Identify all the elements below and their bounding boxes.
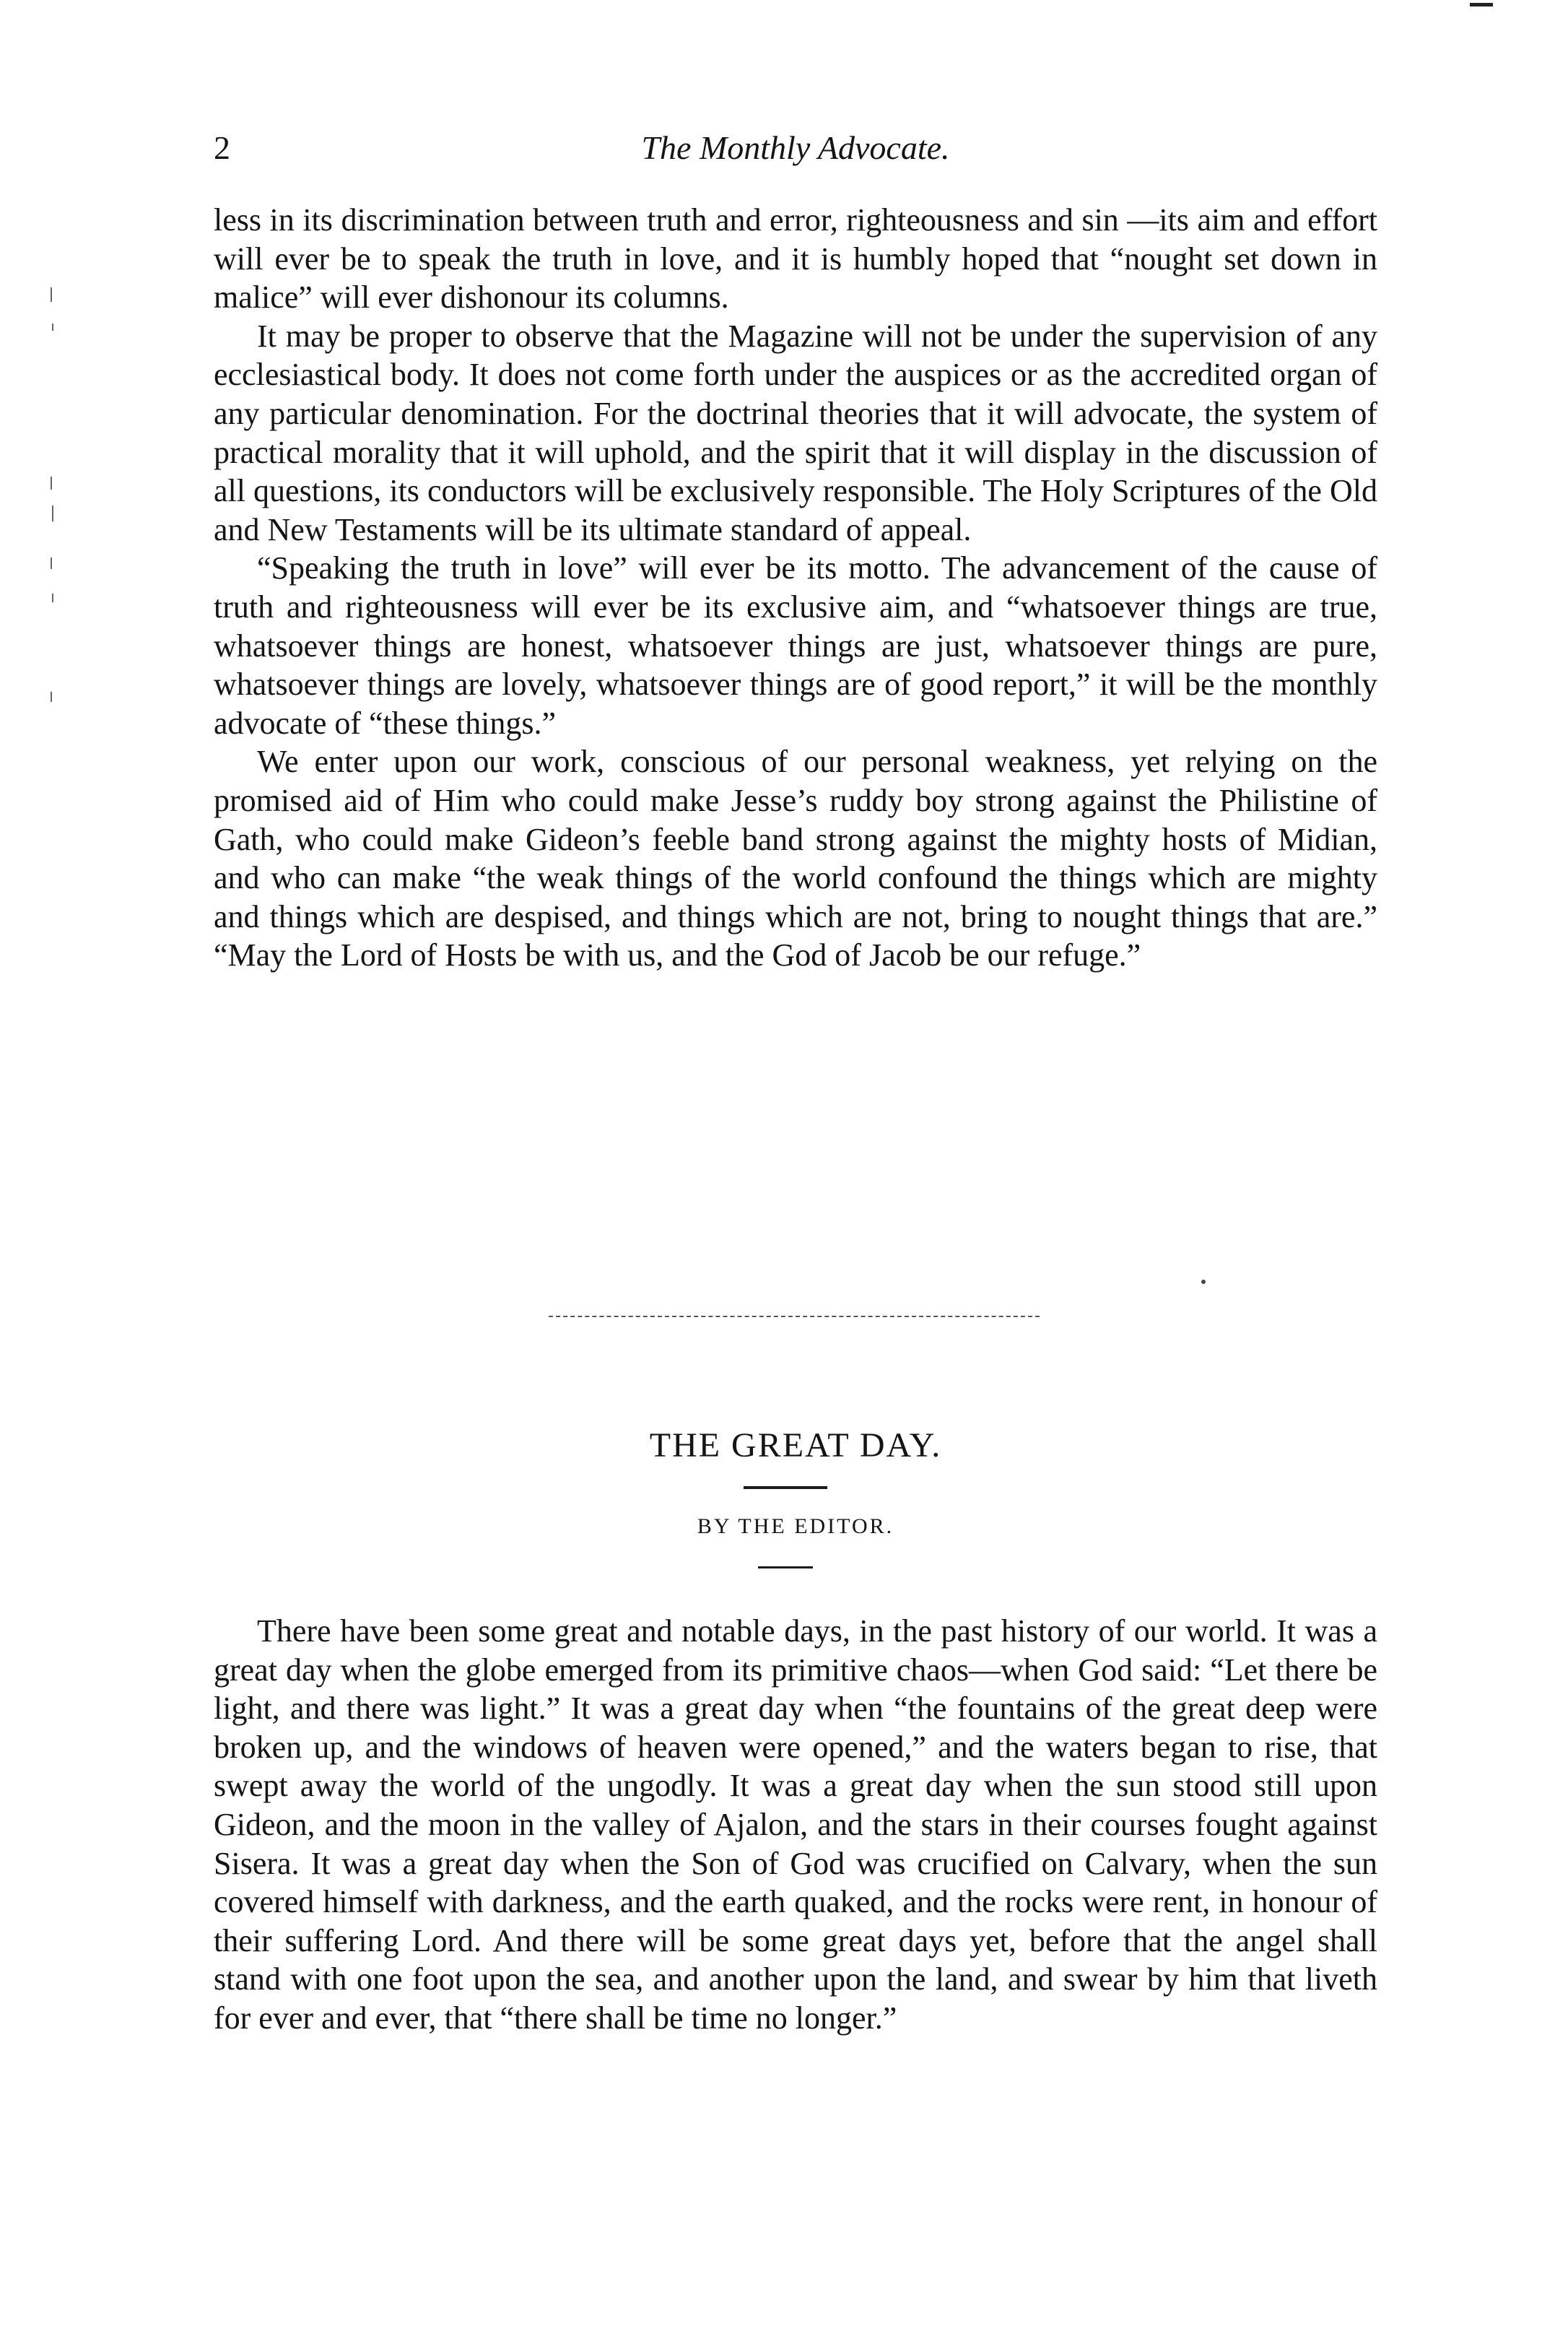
print-speck [1201, 1280, 1206, 1284]
margin-mark [51, 287, 52, 302]
intro-text [214, 201, 1377, 975]
margin-mark [52, 324, 53, 331]
margin-mark [51, 477, 52, 490]
scan-corner-mark [1470, 3, 1493, 6]
article-paragraph: There have been some great and notable days, in the past history of our world. It was a great day when the globe emerged from its primitive chaos—when God said: “Let there be light, and there was light.” It was a great day when “the fountains of the great deep were broken up, and the windows of heaven were opened,” and the waters began to rise, that swept away the world of the ungodly. It was a great day when the sun stood still upon Gideon, and the moon in the valley of Ajalon, and the stars in their courses fought against Sisera. It was a great day when the Son of God was crucified on Calvary, when the sun covered himself with darkness, and the earth quaked, and the rocks were rent, in honour of their suffering Lord. And there will be some great days yet, before that the angel shall stand with one foot upon the sea, and another upon the land, and swear by him that liveth for ever and ever, that “there shall be time no longer.” [214, 1613, 1377, 2036]
intro-paragraph: It may be proper to observe that the Magazine will not be under the supervision of any ecclesiastical body. It does not come forth under the auspices or as the accredited organ of any particular denomination. For the doctrinal theories that it will advocate, the system of practical morality that it will uphold, and the spirit that it will display in the discussion of all questions, its conductors will be exclusively responsible. The Holy Scriptures of the Old and New Testaments will be its ultimate standard of appeal. [214, 318, 1377, 547]
running-head [214, 126, 1377, 177]
intro-paragraph: less in its discrimination between truth and error, righteousness and sin —its aim and effort will ever be to speak the truth in love, and it is humbly hoped that “nought set down in malice” will ever dishonour its columns. [214, 202, 1377, 316]
journal-title: The Monthly Advocate. [641, 129, 950, 166]
article-title: THE GREAT DAY. [649, 1426, 942, 1464]
margin-mark [52, 594, 53, 602]
title-rule [744, 1486, 827, 1489]
intro-paragraph: “Speaking the truth in love” will ever be its motto. The advancement of the cause of truth and righteousness will ever be its exclusive aim, and “whatsoever things are true, whatsoever things are honest, whatsoever things are just, whatsoever things are pure, whatsoever things are lovely, whatsoever things are of good report,” it will be the monthly advocate of “these things.” [214, 550, 1377, 741]
margin-mark [51, 692, 52, 702]
margin-mark [51, 557, 52, 569]
article-body [214, 1612, 1377, 2038]
byline: BY THE EDITOR. [697, 1514, 894, 1538]
margin-mark [52, 505, 53, 521]
page-number: 2 [214, 129, 230, 166]
section-divider [549, 1316, 1040, 1317]
byline-rule [758, 1566, 813, 1568]
intro-paragraph: We enter upon our work, conscious of our personal weakness, yet relying on the promised aid of Him who could make Jesse’s ruddy boy strong against the Philistine of Gath, who could make Gideon’s feeble band strong against the mighty hosts of Midian, and who can make “the weak things of the world confound the things which are mighty and things which are despised, and things which are not, bring to nought things that are.” “May the Lord of Hosts be with us, and the God of Jacob be our refuge.” [214, 744, 1377, 973]
